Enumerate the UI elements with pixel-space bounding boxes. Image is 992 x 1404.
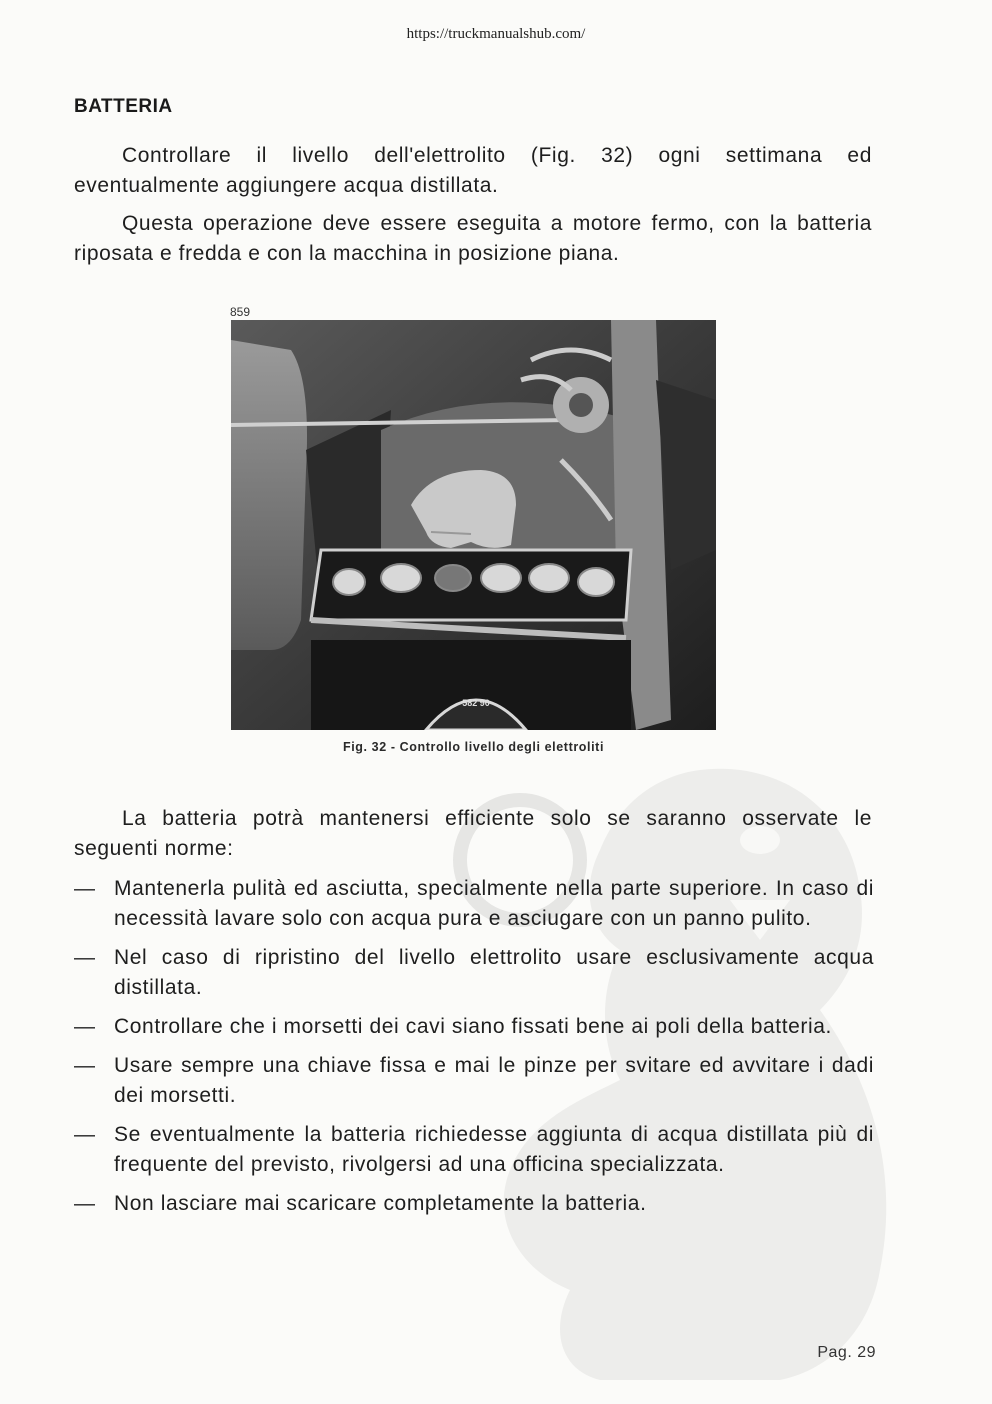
section-title: BATTERIA (74, 96, 173, 117)
bullet-dash: — (74, 1015, 96, 1038)
bullet-dash: — (74, 877, 96, 900)
bullet-dash: — (74, 1192, 96, 1215)
list-item: — Usare sempre una chiave fissa e mai le pinze per svitare ed avvitare i dadi dei morsetti. (74, 1051, 874, 1111)
list-item: — Controllare che i morsetti dei cavi siano fissati bene ai poli della batteria. (74, 1012, 874, 1042)
paragraph-1: Controllare il livello dell'elettrolito (Fig. 32) ogni settimana ed eventualmente aggiungere acqua distillata. (74, 144, 872, 197)
list-item: — Se eventualmente la batteria richiedesse aggiunta di acqua distillata più di frequente del previsto, rivolgersi ad una officina specializzata. (74, 1120, 874, 1180)
source-url[interactable]: https://truckmanualshub.com/ (406, 26, 586, 42)
paragraph-2: Questa operazione deve essere eseguita a motore fermo, con la batteria riposata e fredda e con la macchina in posizione piana. (74, 212, 872, 265)
bullet-dash: — (74, 1054, 96, 1077)
list-item: — Mantenerla pulità ed asciutta, specialmente nella parte superiore. In caso di necessità lavare solo con acqua pura e asciugare con un panno pulito. (74, 874, 874, 934)
bullet-dash: — (74, 946, 96, 969)
page-number: Pag. 29 (817, 1344, 876, 1361)
battery-photo (231, 320, 716, 730)
rules-list (74, 874, 874, 1228)
bullet-dash: — (74, 1123, 96, 1146)
list-item: — Nel caso di ripristino del livello elettrolito usare esclusivamente acqua distillata. (74, 943, 874, 1003)
rules-intro: La batteria potrà mantenersi efficiente solo se saranno osservate le seguenti norme: (74, 807, 872, 860)
figure-number: 859 (230, 305, 251, 319)
list-item: — Non lasciare mai scaricare completamente la batteria. (74, 1189, 874, 1219)
figure-caption: Fig. 32 - Controllo livello degli elettroliti (342, 740, 605, 754)
plate-label: 582 90 (462, 698, 490, 708)
